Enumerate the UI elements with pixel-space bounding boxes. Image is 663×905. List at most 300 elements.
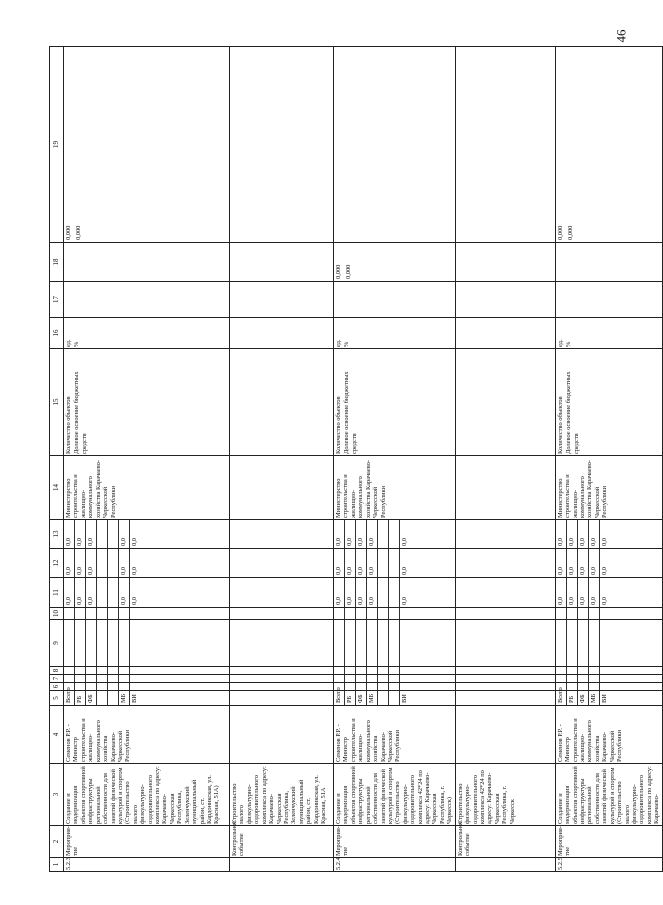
empty-subcell: [589, 608, 600, 619]
empty-subcell: [356, 675, 367, 682]
value-cell: 0,0: [401, 538, 408, 546]
empty-cell-10: [334, 608, 456, 620]
empty-subcell: [119, 675, 130, 682]
value-cell: 0,0: [578, 578, 589, 607]
unit: ед.: [65, 339, 72, 347]
target-value: [64, 243, 74, 281]
empty-subcell: [578, 620, 589, 666]
empty-cell-7: [455, 675, 555, 683]
empty-cell-8: [555, 667, 662, 675]
empty-subcell: [75, 675, 86, 682]
funding-source: Всего: [64, 691, 75, 705]
empty-subcell: [600, 675, 610, 682]
empty-subcell: [64, 675, 75, 682]
header-cell-16: 16: [50, 318, 64, 349]
empty-subcell: [389, 620, 400, 666]
empty-subcell: [119, 667, 130, 674]
value-col-12: [64, 549, 230, 578]
header-cell-18: 18: [50, 243, 64, 282]
target-value: [566, 243, 576, 281]
funding-source: [378, 691, 389, 705]
funding-source: ФБ: [578, 691, 589, 705]
value-cell: 0,0: [119, 549, 130, 577]
value-cell: 0,0: [367, 549, 378, 577]
page-number: 46: [613, 29, 629, 43]
empty-subcell: [97, 683, 108, 690]
funding-source: ВИ: [600, 694, 608, 703]
empty-cell-10: [64, 608, 230, 620]
header-cell-4: 4: [50, 706, 64, 764]
measure-row: [64, 47, 230, 872]
value-cell: 0,0: [578, 549, 589, 577]
value-cell: [108, 549, 119, 577]
unit: ед.: [335, 339, 342, 347]
value-col-13: [230, 520, 334, 549]
header-cell-12: 12: [50, 549, 64, 578]
value-cell: 0,0: [401, 567, 408, 575]
value-cell: [389, 549, 400, 577]
value-cell: [378, 578, 389, 607]
header-cell-5: 5: [50, 691, 64, 706]
value-cell: 0,0: [75, 549, 86, 577]
value-cell: 0,0: [600, 567, 608, 575]
indicators: [64, 349, 230, 456]
target-value: 0,000: [566, 225, 574, 240]
target-value: [334, 47, 344, 242]
funding-sources: [455, 691, 555, 706]
empty-subcell: [600, 608, 610, 619]
value-col-11: [230, 578, 334, 608]
value-col-11: [455, 578, 555, 608]
header-cell-13: 13: [50, 520, 64, 549]
empty-subcell: [108, 683, 119, 690]
empty-subcell: [75, 683, 86, 690]
empty-subcell: [589, 620, 600, 666]
empty-subcell: [556, 675, 567, 682]
value-cell: [108, 578, 119, 607]
indicators: [334, 349, 456, 456]
value-cell: 0,0: [600, 597, 608, 605]
row-responsible: [455, 706, 555, 764]
empty-subcell: [589, 675, 600, 682]
value-col-13: [64, 520, 230, 549]
value-cell: 0,0: [131, 597, 138, 605]
value-cell: 0,0: [119, 578, 130, 607]
empty-subcell: [108, 620, 119, 666]
target-value: 0,000: [75, 225, 82, 240]
empty-subcell: [600, 667, 610, 674]
value-cell: 0,0: [86, 520, 97, 548]
empty-subcell: [356, 683, 367, 690]
value-cell: 0,0: [556, 520, 567, 548]
empty-subcell: [367, 683, 378, 690]
value-col-11: [334, 578, 456, 608]
empty-subcell: [334, 675, 345, 682]
empty-subcell: [578, 667, 589, 674]
indicator: Количество объектов: [556, 396, 564, 454]
empty-subcell: [86, 683, 97, 690]
empty-subcell: [130, 683, 140, 690]
row-type: Мероприя-тие: [64, 826, 230, 858]
empty-subcell: [589, 683, 600, 690]
empty-cell-9: [455, 620, 555, 667]
value-cell: 0,0: [75, 578, 86, 607]
empty-subcell: [567, 683, 578, 690]
row-type: Мероприя-тие: [334, 826, 456, 858]
col-17: [64, 282, 230, 318]
empty-subcell: [119, 683, 130, 690]
value-cell: 0,0: [367, 578, 378, 607]
value-cell: 0,0: [356, 549, 367, 577]
empty-subcell: [389, 675, 400, 682]
empty-subcell: [345, 620, 356, 666]
empty-subcell: [556, 620, 567, 666]
empty-subcell: [345, 667, 356, 674]
indicators: [455, 349, 555, 456]
empty-cell-8: [64, 667, 230, 675]
empty-subcell: [75, 620, 86, 666]
empty-cell-9: [64, 620, 230, 667]
empty-subcell: [578, 608, 589, 619]
value-cell: 0,0: [86, 578, 97, 607]
empty-subcell: [589, 667, 600, 674]
header-cell-17: 17: [50, 282, 64, 318]
header-cell-6: 6: [50, 683, 64, 691]
empty-cell-8: [230, 667, 334, 675]
empty-subcell: [130, 608, 140, 619]
empty-subcell: [130, 675, 140, 682]
executor: [230, 456, 334, 520]
value-col-13: [555, 520, 662, 549]
unit: %: [565, 341, 573, 347]
empty-subcell: [86, 620, 97, 666]
header-row: [50, 47, 64, 872]
empty-subcell: [356, 667, 367, 674]
funding-sources: [230, 691, 334, 706]
value-cell: 0,0: [334, 520, 345, 548]
empty-subcell: [400, 620, 410, 666]
units: [455, 318, 555, 349]
empty-subcell: [400, 675, 410, 682]
empty-subcell: [578, 675, 589, 682]
funding-source: РБ: [75, 691, 86, 705]
empty-cell-9: [230, 620, 334, 667]
empty-cell-6: [455, 683, 555, 691]
col-19-values: [230, 47, 334, 243]
col-19-values: [334, 47, 456, 243]
unit: ед.: [556, 339, 564, 347]
row-responsible: Семенов Р.Р. - Министр строительства и жилищно-коммунального хозяйства Карачаево-Черкесской Республики: [555, 706, 662, 764]
empty-subcell: [567, 675, 578, 682]
funding-sources: [64, 687, 230, 706]
col-17: [455, 282, 555, 318]
funding-source: Всего: [556, 691, 567, 705]
units: [334, 318, 456, 349]
value-cell: 0,0: [589, 578, 600, 607]
empty-subcell: [400, 667, 410, 674]
empty-subcell: [75, 667, 86, 674]
target-value: [74, 243, 84, 281]
empty-subcell: [378, 667, 389, 674]
value-cell: [97, 578, 108, 607]
header-cell-9: 9: [50, 620, 64, 667]
indicator: Долевое освоение бюджетных средств: [343, 371, 358, 454]
empty-subcell: [367, 620, 378, 666]
funding-source: РБ: [345, 691, 356, 705]
value-cell: 0,0: [356, 520, 367, 548]
header-cell-3: 3: [50, 764, 64, 826]
empty-subcell: [334, 667, 345, 674]
target-value: [556, 243, 566, 281]
empty-subcell: [345, 608, 356, 619]
col-18-values: [455, 243, 555, 282]
row-description: Строительство физкультурно-оздоровительного комплекса 42*24 по адресу: Карачаево-Черкесская Республика, г. Черкесск: [455, 764, 555, 826]
empty-cell-7: [64, 675, 230, 683]
value-cell: 0,0: [589, 549, 600, 577]
value-cell: 0,0: [401, 597, 408, 605]
value-cell: 0,0: [334, 549, 345, 577]
header-cell-7: 7: [50, 675, 64, 683]
value-cell: 0,0: [86, 549, 97, 577]
measure-row: [555, 47, 662, 872]
header-cell-11: 11: [50, 578, 64, 608]
empty-cell-10: [455, 608, 555, 620]
header-cell-8: 8: [50, 667, 64, 675]
empty-subcell: [119, 608, 130, 619]
value-cell: [378, 520, 389, 548]
funding-source: [97, 691, 108, 705]
value-cell: 0,0: [345, 520, 356, 548]
value-cell: [97, 549, 108, 577]
value-cell: 0,0: [367, 520, 378, 548]
empty-subcell: [567, 620, 578, 666]
col-19-values: [555, 47, 662, 243]
funding-source: ФБ: [86, 691, 97, 705]
empty-cell-9: [334, 620, 456, 667]
row-number: 5.2.3: [64, 858, 230, 872]
indicators: [555, 349, 662, 456]
empty-cell-8: [455, 667, 555, 675]
empty-subcell: [97, 675, 108, 682]
units: [230, 318, 334, 349]
row-responsible: Семенов Р.Р. - Министр строительства и жилищно-коммунального хозяйства Карачаево-Черкесской Республики: [64, 706, 230, 764]
row-number: 5.2.5: [555, 858, 662, 872]
empty-cell-6: [555, 683, 662, 691]
funding-source: МБ: [367, 691, 378, 705]
value-cell: 0,0: [334, 578, 345, 607]
value-cell: [97, 520, 108, 548]
empty-subcell: [64, 620, 75, 666]
col-18-values: [64, 243, 230, 282]
row-responsible: [230, 706, 334, 764]
empty-subcell: [130, 620, 140, 666]
indicator: Количество объектов: [335, 396, 342, 454]
value-cell: [378, 549, 389, 577]
value-cell: 0,0: [119, 520, 130, 548]
value-cell: 0,0: [567, 578, 578, 607]
executor: Министерство строительства и жилищно-коммунального хозяйства Карачаево-Черкесской Республики: [64, 456, 230, 520]
funding-source: МБ: [119, 691, 130, 705]
empty-cell-10: [555, 608, 662, 620]
empty-subcell: [600, 683, 610, 690]
empty-subcell: [578, 683, 589, 690]
empty-subcell: [567, 667, 578, 674]
indicator: Долевое освоение бюджетных средств: [73, 371, 88, 454]
empty-cell-7: [555, 675, 662, 683]
empty-subcell: [86, 675, 97, 682]
empty-subcell: [86, 608, 97, 619]
empty-subcell: [400, 683, 410, 690]
col-17: [334, 282, 456, 318]
empty-subcell: [356, 620, 367, 666]
col-19-values: [455, 47, 555, 243]
indicators: [230, 349, 334, 456]
empty-subcell: [400, 608, 410, 619]
target-value: 0,000: [556, 225, 564, 240]
col-18-values: [555, 243, 662, 282]
value-cell: 0,0: [64, 520, 75, 548]
header-cell-1: 1: [50, 858, 64, 872]
empty-cell-6: [230, 683, 334, 691]
value-col-11: [555, 578, 662, 608]
value-col-12: [230, 549, 334, 578]
target-value: 0,000: [345, 264, 352, 279]
header-cell-10: 10: [50, 608, 64, 620]
col-18-values: [334, 243, 456, 282]
funding-source: ВИ: [401, 694, 408, 703]
value-cell: 0,0: [589, 520, 600, 548]
empty-subcell: [378, 675, 389, 682]
empty-subcell: [108, 608, 119, 619]
value-cell: 0,0: [345, 549, 356, 577]
empty-subcell: [600, 620, 610, 666]
col-17: [230, 282, 334, 318]
empty-subcell: [378, 608, 389, 619]
funding-sources: [555, 687, 662, 706]
funding-source: МБ: [589, 691, 600, 705]
empty-subcell: [367, 667, 378, 674]
row-type: Мероприя-тие: [555, 826, 662, 858]
empty-subcell: [64, 608, 75, 619]
value-cell: 0,0: [75, 520, 86, 548]
row-description: Создание и модернизация объектов спортивной инфраструктуры региональной собственности для занятий физической культурой и спортом (Строительство малого физкультурно-оздоровительного комплекса по адресу: Карачаево-: [555, 764, 662, 826]
header-cell-14: 14: [50, 456, 64, 520]
value-cell: 0,0: [556, 549, 567, 577]
value-col-12: [455, 549, 555, 578]
empty-subcell: [345, 675, 356, 682]
empty-subcell: [86, 667, 97, 674]
empty-subcell: [345, 683, 356, 690]
indicator: Количество объектов: [65, 396, 72, 454]
row-number: 5.2.4: [334, 858, 456, 872]
empty-cell-7: [334, 675, 456, 683]
empty-subcell: [97, 608, 108, 619]
row-description: Создание и модернизация объектов спортивной инфраструктуры региональной собственности для занятий физической культурой и спортом (Строительство малого физкультурно-оздоровительного комплекса по адресу: Карачаево-Черкесская Республика, Зеленчукский муниципальный район, ст. Кардоникская, ул. Красная, 51А): [64, 764, 230, 826]
empty-subcell: [356, 608, 367, 619]
row-number: [230, 858, 334, 872]
value-cell: 0,0: [567, 549, 578, 577]
value-cell: 0,0: [578, 520, 589, 548]
empty-subcell: [97, 667, 108, 674]
units: [64, 318, 230, 349]
empty-subcell: [108, 675, 119, 682]
target-value: [344, 47, 354, 242]
funding-source: [108, 691, 119, 705]
value-cell: [389, 520, 400, 548]
value-cell: [108, 520, 119, 548]
empty-cell-10: [230, 608, 334, 620]
value-cell: 0,0: [600, 538, 608, 546]
empty-subcell: [389, 683, 400, 690]
executor: Министерство строительства и жилищно-коммунального хозяйства Карачаево-Черкесской Республики: [334, 456, 456, 520]
value-col-12: [555, 549, 662, 578]
executor: [455, 456, 555, 520]
unit: %: [343, 341, 351, 347]
empty-subcell: [119, 620, 130, 666]
empty-subcell: [367, 608, 378, 619]
empty-subcell: [334, 620, 345, 666]
row-responsible: Семенов Р.Р. - Министр строительства и жилищно-коммунального хозяйства Карачаево-Черкесской Республики: [334, 706, 456, 764]
empty-cell-6: [334, 683, 456, 691]
control-event-row: [230, 47, 334, 872]
value-cell: 0,0: [64, 549, 75, 577]
empty-cell-7: [230, 675, 334, 683]
value-col-13: [334, 520, 456, 549]
empty-subcell: [64, 667, 75, 674]
target-value: 0,000: [335, 264, 342, 279]
empty-subcell: [378, 620, 389, 666]
funding-source: Всего: [334, 691, 345, 705]
value-col-12: [334, 549, 456, 578]
value-cell: 0,0: [567, 520, 578, 548]
rotated-table-wrapper: [49, 47, 661, 872]
funding-source: [389, 691, 400, 705]
units: [555, 318, 662, 349]
empty-subcell: [378, 683, 389, 690]
row-type: Контрольное событие: [230, 826, 334, 858]
col-18-values: [230, 243, 334, 282]
value-cell: 0,0: [556, 578, 567, 607]
row-description: Строительство малого физкультурно-оздоровительного комплекса по адресу: Карачаево-Черкесская Республика, Зеленчукский муниципальный район, ст. Кардоникская, ул. Красная, 51А: [230, 764, 334, 826]
empty-cell-8: [334, 667, 456, 675]
value-cell: [389, 578, 400, 607]
measure-row: [334, 47, 456, 872]
col-17: [555, 282, 662, 318]
empty-subcell: [130, 667, 140, 674]
empty-subcell: [108, 667, 119, 674]
value-cell: 0,0: [131, 538, 138, 546]
value-cell: 0,0: [131, 567, 138, 575]
row-number: [455, 858, 555, 872]
control-event-row: [455, 47, 555, 872]
empty-subcell: [567, 608, 578, 619]
empty-subcell: [75, 608, 86, 619]
value-col-11: [64, 578, 230, 608]
funding-source: ФБ: [356, 691, 367, 705]
empty-subcell: [367, 675, 378, 682]
empty-subcell: [334, 608, 345, 619]
funding-source: ВИ: [131, 694, 138, 703]
empty-subcell: [556, 608, 567, 619]
empty-cell-9: [555, 620, 662, 667]
value-cell: 0,0: [356, 578, 367, 607]
funding-source: РБ: [567, 691, 578, 705]
empty-subcell: [556, 667, 567, 674]
empty-subcell: [97, 620, 108, 666]
executor: Министерство строительства и жилищно-коммунального хозяйства Карачаево-Черкесской Республики: [555, 456, 662, 520]
indicator: Долевое освоение бюджетных средств: [565, 371, 580, 454]
value-cell: 0,0: [345, 578, 356, 607]
